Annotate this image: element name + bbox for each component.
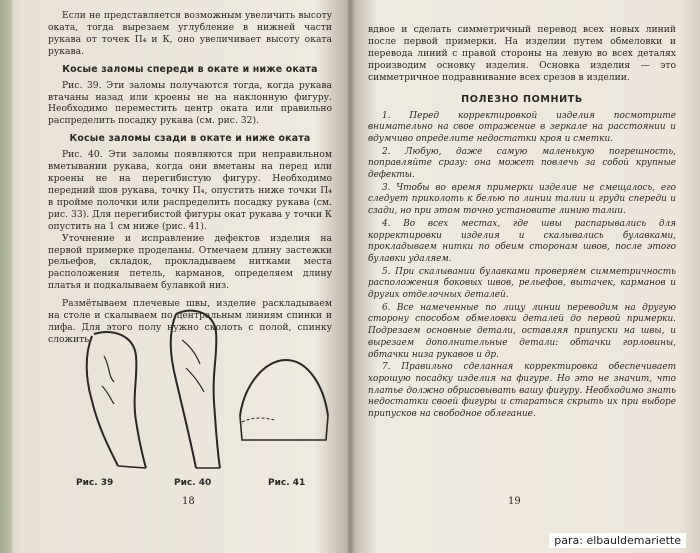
caption-fig-40: Рис. 40 xyxy=(174,478,212,488)
remember-item: 2. Любую, даже самую маленькую погрешность, поправляйте сразу: она может повлечь за собой крупные дефекты. xyxy=(368,146,676,181)
remember-list xyxy=(368,111,676,421)
caption-fig-41: Рис. 41 xyxy=(268,478,306,488)
page-edge-stain xyxy=(0,0,12,553)
watermark-caption: para: elbauldemariette xyxy=(549,533,686,548)
fitting-paragraph: Уточнение и исправление дефектов изделия на первой примерке проделаны. Отмечаем длину застежки рельефов, складок, прокладываем нитками места расположения петель, карманов, определяем длину платья и подкалываем булавкой низ. xyxy=(48,232,332,292)
page-number-right: 19 xyxy=(508,496,521,507)
remember-item: 5. При скалывании булавками проверяем симметричность расположения боковых швов, рельефов, вытачек, карманов и других отделочных деталей. xyxy=(368,266,676,301)
left-intro-text: Если не представляется возможным увеличить высоту оката, тогда вырезаем углубление в нижней части рукава от точек П₄ и К, оно увеличивает высоту оката рукава. xyxy=(48,10,332,57)
remember-item: 3. Чтобы во время примерки изделие не смещалось, его следует приколоть к белью по линии талии и груди спереди и сзади, но при этом точно установите линию талии. xyxy=(368,182,676,217)
remember-item: 4. Во всех местах, где швы распарывались для корректировки изделия и скалывались булавками, прокладываем нитки по обеим сторонам швов, после этого булавки удаляем. xyxy=(368,218,676,264)
remember-item: 7. Правильно сделанная корректировка обеспечивает хорошую посадку изделия на фигуре. Но это не значит, что платье должно обрисовывать вашу фигуру. Необходимо знать недостатки своей фигуры и стараться скрыть их при выборе припусков на свободное облегание. xyxy=(368,362,676,420)
right-page xyxy=(352,0,690,553)
figure-40-sleeve-drawing xyxy=(156,306,246,476)
figure-41-sleeve-cap-pattern xyxy=(234,346,334,446)
right-intro-text: вдвое и сделать симметричный перевод всех новых линий после первой примерки. На изделии путем обмеловки и перевода линий с правой стороны на левую во всех деталях производим основку изделия. Основка изделия — это симметричное подравнивание всех срезов в изделии. xyxy=(368,24,676,83)
remember-item: 6. Все намеченные по лицу линии переводим на другую сторону способом обмеловки деталей до первой примерки. Подрезаем основные детали, оставляя припуски на швы, и вырезаем дополнительные детали: обтачки горловины, обтачки низа рукавов и др. xyxy=(368,302,676,360)
shoulder-seams-paragraph: Размётываем плечевые швы, изделие раскладываем на столе и скалываем по центральным линиям спинки и лифа. Для этого полу нужно сколоть с полой, спинку сложить xyxy=(48,298,332,345)
fig40-paragraph: Рис. 40. Эти заломы появляются при неправильном вметывании рукава, когда они вметаны на перед или кроены не на перегибистую фигуру. Необходимо передний шов рукава, точку П₄, опустить ниже точки П₄ в пройме полочки или распределить посадку рукава (см. рис. 33). Для перегибистой фигуры окат рукава у точки К опустить на 1 см ниже (рис. 41). xyxy=(48,149,332,232)
remember-heading: ПОЛЕЗНО ПОМНИТЬ xyxy=(461,93,583,105)
heading-front-folds: Косые заломы спереди в окате и ниже оката xyxy=(62,63,318,75)
heading-back-folds: Косые заломы сзади в окате и ниже оката xyxy=(69,133,311,145)
fig39-paragraph: Рис. 39. Эти заломы получаются тогда, когда рукава втачаны назад или кроены не на наклонную фигуру. Необходимо переместить центр оката или правильно распределить посадку рукава (см. рис. 32). xyxy=(48,79,332,127)
figure-39-sleeve-drawing xyxy=(74,326,164,476)
figures-area xyxy=(48,306,338,496)
remember-item: 1. Перед корректировкой изделия посмотрите внимательно на свое отражение в зеркале на расстоянии и вдумчиво определите недостатки кроя и сметки. xyxy=(368,110,676,144)
caption-fig-39: Рис. 39 xyxy=(76,478,114,488)
page-number-left: 18 xyxy=(182,496,195,507)
